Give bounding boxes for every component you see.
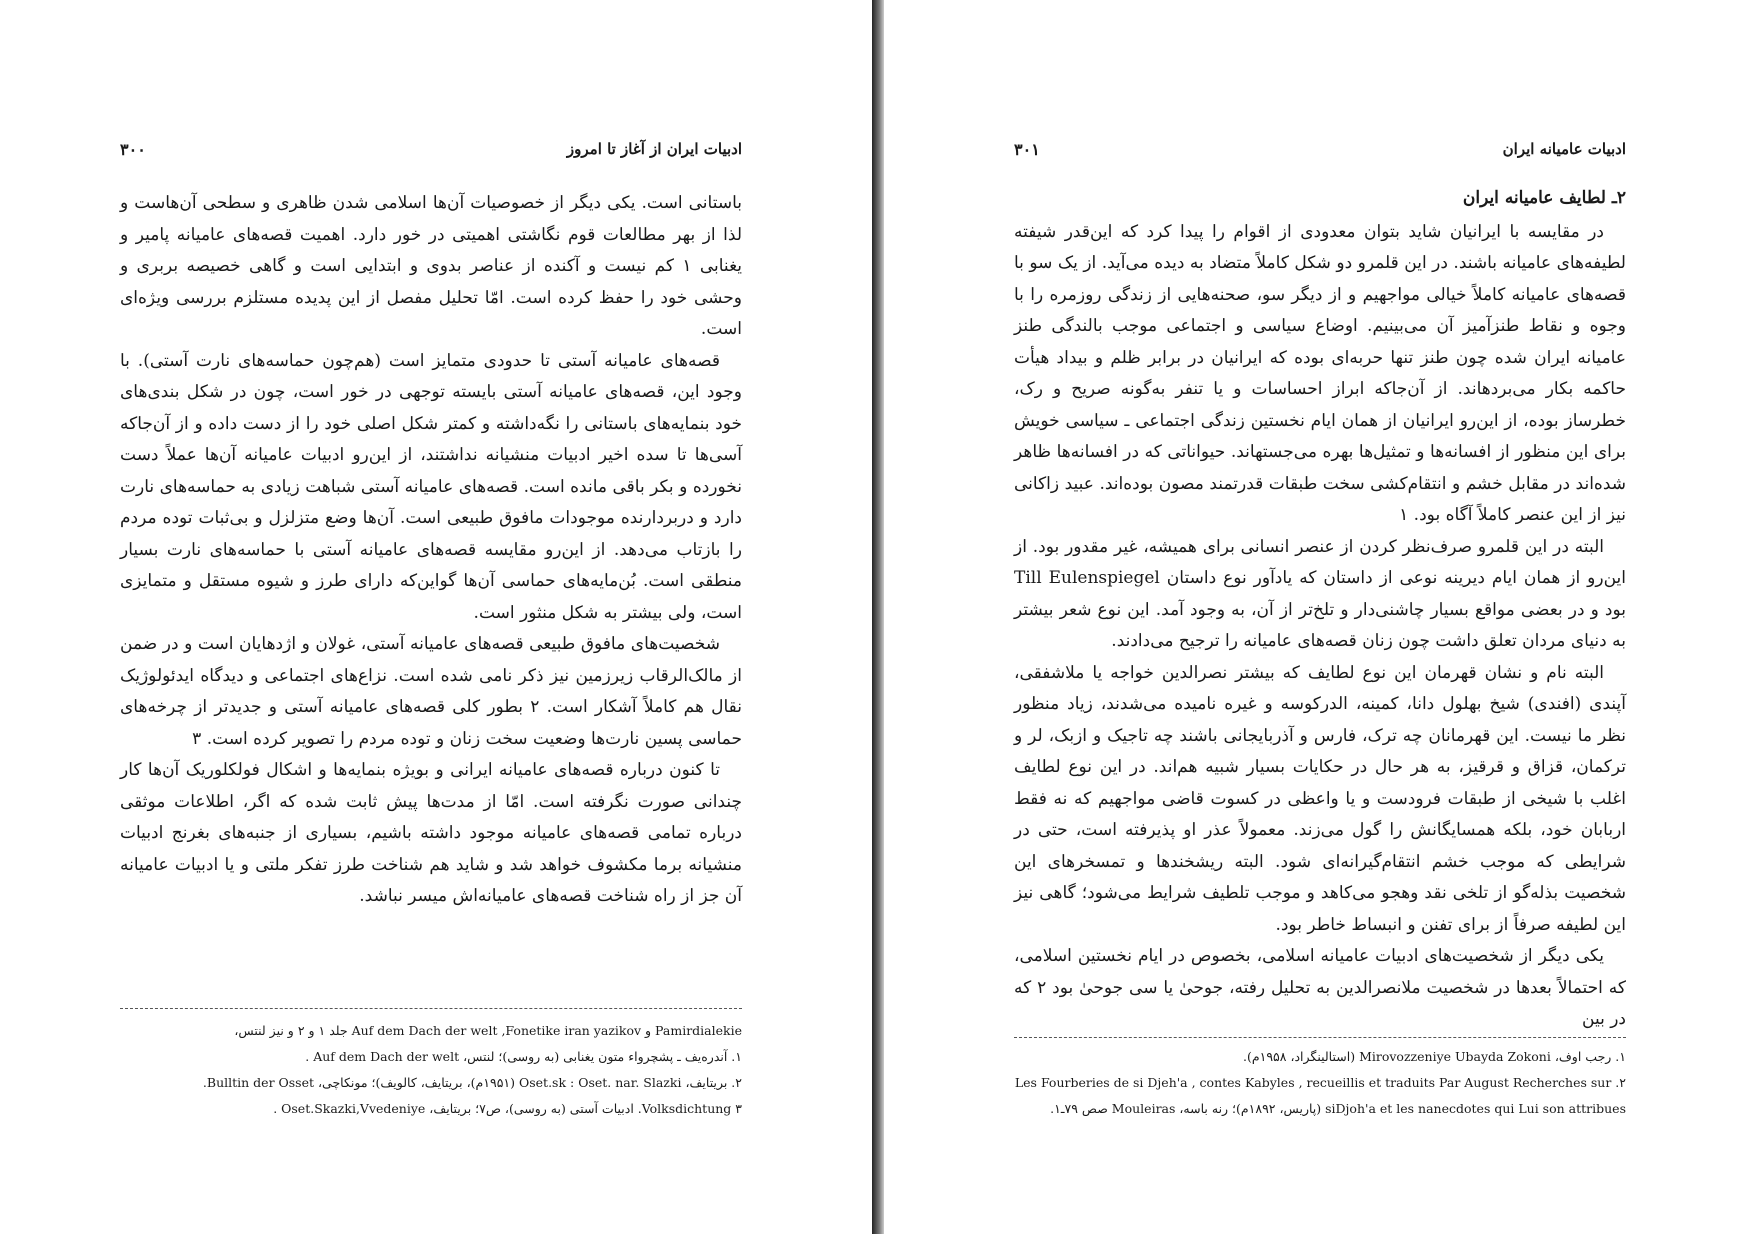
section-heading: ۲ـ لطایف عامیانه ایران: [1462, 188, 1626, 208]
footnote: Volksdichtung ۳. ادبیات آستی (به روسی)، ص۷؛ بریتایف، Oset.Skazki,Vvedeniye .: [273, 1101, 742, 1116]
page-300: [0, 0, 872, 1234]
paragraph: باستانی است. یکی دیگر از خصوصیات آن‌ها اسلامی شدن ظاهری و سطحی آن‌هاست و لذا از بهر مطالعات قوم نگاشتی اهمیتی در خور دارد. اهمیت قصه‌های عامیانه پامیر و یغنابی ۱ کم نیست و آکنده از عناصر بدوی و ابتدایی است و گاهی خصیصه بربری و وحشی خود را حفظ کرده است. امّا تحلیل مفصل از این پدیده مستلزم بررسی ویژه‌ای است.: [120, 193, 742, 339]
running-title: ادبیات عامیانه ایران: [1502, 140, 1626, 158]
page-301: [884, 0, 1746, 1234]
book-gutter-right: [872, 0, 884, 1234]
paragraph: شخصیت‌های مافوق طبیعی قصه‌های عامیانه آستی، غولان و اژدهایان است و در ضمن از مالک‌الرقاب زیرزمین نیز ذکر نامی شده است. نزاع‌های اجتماعی و دیدگاه ایدئولوژیک نقال هم کاملاً آشکار است. ۲ بطور کلی قصه‌های عامیانه آستی و جدیدتر از چرخه‌های حماسی پسین نارت‌ها وضعیت سخت زنان و توده مردم را تصویر کرده است. ۳: [120, 634, 743, 749]
footnote: siDjoh'a et les nanecdotes qui Lui son attribues (پاریس، ۱۸۹۲م)؛ رنه باسه، Mouleiras صص ۷۹ـ۱.: [1050, 1101, 1626, 1116]
running-header: [120, 136, 742, 162]
page-number: ۳۰۰: [120, 139, 146, 159]
paragraph: قصه‌های عامیانه آستی تا حدودی متمایز است (هم‌چون حماسه‌های نارت آستی). با وجود این، قصه‌های عامیانه آستی بایسته توجهی در خور است، چون در شکل بندی‌های خود بنمایه‌های باستانی را نگه‌داشته و کمتر شکل اصلی خود را از دست داده و از آن‌جاکه آسی‌ها تا سده اخیر ادبیات منشیانه نداشتند، از این‌رو ادبیات عامیانه آن‌ها عملاً دست نخورده و بکر باقی مانده است. قصه‌های عامیانه آستی شباهت زیادی به حماسه‌های نارت دارد و دربردارنده موجودات مافوق طبیعی است. آن‌ها وضع متزلزل و بی‌ثبات توده مردم را بازتاب می‌دهد. از این‌رو مقایسه قصه‌های عامیانه آستی با حماسه‌های نارت بسیار منطقی است. بُن‌مایه‌های حماسی آن‌ها گواین‌که دارای طرز و شیوه مستقل و متمایزی است، ولی بیشتر به شکل منثور است.: [120, 350, 742, 623]
footnote: ۱. آندره‌یف ـ پشچرواء متون یغنابی (به روسی)؛ لنتس، Auf dem Dach der welt .: [305, 1049, 742, 1064]
footnotes: [1014, 1044, 1626, 1122]
body-text: [1014, 183, 1626, 1036]
footnote: ۱. رجب اوف، Mirovozzeniye Ubayda Zokoni (استالینگراد، ۱۹۵۸م).: [1243, 1049, 1626, 1064]
footnote: ۲. بریتایف، Oset.sk : Oset. nar. Slazki (۱۹۵۱م)، بریتایف، کالویف)؛ مونکاچی، Bulltin der Osset.: [202, 1075, 742, 1090]
paragraph: تا کنون درباره قصه‌های عامیانه ایرانی و بویژه بنمایه‌ها و اشکال فولکلوریک آن‌ها کار چندانی صورت نگرفته است. امّا از مدت‌ها پیش ثابت شده که اگر، اطلاعات موثقی درباره تمامی قصه‌های عامیانه موجود داشته باشیم، بسیاری از جنبه‌های بغرنج ادبیات منشیانه برما مکشوف خواهد شد و شاید هم شناخت طرز تفکر ملتی و یا ادبیات عامیانه آن جز از راه شناخت قصه‌های عامیانه‌اش میسر نباشد.: [120, 760, 742, 906]
page-number: ۳۰۱: [1014, 139, 1040, 159]
running-header: [1014, 136, 1626, 162]
footnote: Pamirdialekie و Auf dem Dach der welt ,Fonetike iran yazikov جلد ۱ و ۲ و نیز لنتس،: [234, 1023, 742, 1038]
footnote-divider: [1014, 1037, 1626, 1038]
footnote: Les Fourberies de si Djeh'a , contes Kabyles , recueillis et traduits Par August Recherches sur .۲: [1014, 1075, 1626, 1090]
paragraph: البته در این قلمرو صرف‌نظر کردن از عنصر انسانی برای همیشه، غیر مقدور بود. از این‌رو از همان ایام دیرینه نوعی از داستان که یادآور نوع داستان Till Eulenspiegel بود و در بعضی مواقع بسیار چاشنی‌دار و تلخ‌تر از آن، به وجود آمد. این نوع شعر بیشتر به دنیای مردان تعلق داشت چون زنان قصه‌های عامیانه را ترجیح می‌دادند.: [1014, 536, 1626, 651]
paragraph: البته نام و نشان قهرمان این نوع لطایف که بیشتر نصرالدین خواجه یا ملاشفقی، آپندی (افندی) شیخ بهلول دانا، کمینه، الدرکوسه و غیره نامیده می‌شدند، زیاد منظور نظر ما نیست. این قهرمانان چه ترک، فارس و آذربایجانی باشند چه تاجیک و ازبک، لر و ترکمان، قزاق و قرقیز، به هر حال در حکایات بسیار شبیه هم‌اند. در این نوع لطایف اغلب با شیخی از طبقات فرودست و یا واعظی در کسوت قاضی مواجهیم که نه فقط اربابان خود، بلکه همسایگانش را گول می‌زند. معمولاً عذر او پذیرفته است، حتی در شرایطی که موجب خشم انتقام‌گیرانه‌ای شود. البته ریشخندها و تمسخرهای این شخصیت بذله‌گو از تلخی نقد وهجو می‌کاهد و موجب تلطیف شرایط می‌شود؛ گاهی نیز این لطیفه صرفاً از برای تفنن و انبساط خاطر بود.: [1014, 662, 1626, 935]
paragraph: در مقایسه با ایرانیان شاید بتوان معدودی از اقوام را پیدا کرد که این‌قدر شیفته لطیفه‌های عامیانه باشند. در این قلمرو دو شکل کاملاً متضاد به دیده می‌آید. از یک سو با قصه‌های عامیانه کاملاً خیالی مواجهیم و از دیگر سو، صحنه‌هایی از زندگی روزمره را با وجوه و نقاط طنزآمیز آن می‌بینیم. اوضاع سیاسی و اجتماعی موجب بالندگی طنز عامیانه ایران شده چون طنز تنها حربه‌ای بوده که ایرانیان در برابر ظلم و بیداد هیأت حاکمه بکار می‌بردهاند. از آن‌جاکه ابراز احساسات و یا تنفر به‌گونه صریح و رک، خطرساز بوده، از این‌رو ایرانیان از همان ایام نخستین زندگی اجتماعی ـ سیاسی خویش برای این منظور از افسانه‌ها و تمثیل‌ها بهره می‌جستهاند. حیواناتی که در افسانه‌ها ظاهر شده‌اند در مقابل خشم و انتقام‌کشی سخت طبقات قدرتمند مصون بوده‌اند. عبید زاکانی نیز از این عنصر کاملاً آگاه بود. ۱: [1014, 221, 1626, 525]
body-text: [120, 188, 742, 913]
footnotes: [120, 1018, 742, 1122]
running-title: ادبیات ایران از آغاز تا امروز: [566, 140, 742, 158]
paragraph: یکی دیگر از شخصیت‌های ادبیات عامیانه اسلامی، بخصوص در ایام نخستین اسلامی، که احتمالاً بعدها در شخصیت ملانصرالدین به تحلیل رفته، جوحیٰ یا سی جوحیٰ بود ۲ که در بین: [1014, 946, 1626, 1029]
footnote-divider: [120, 1008, 742, 1009]
